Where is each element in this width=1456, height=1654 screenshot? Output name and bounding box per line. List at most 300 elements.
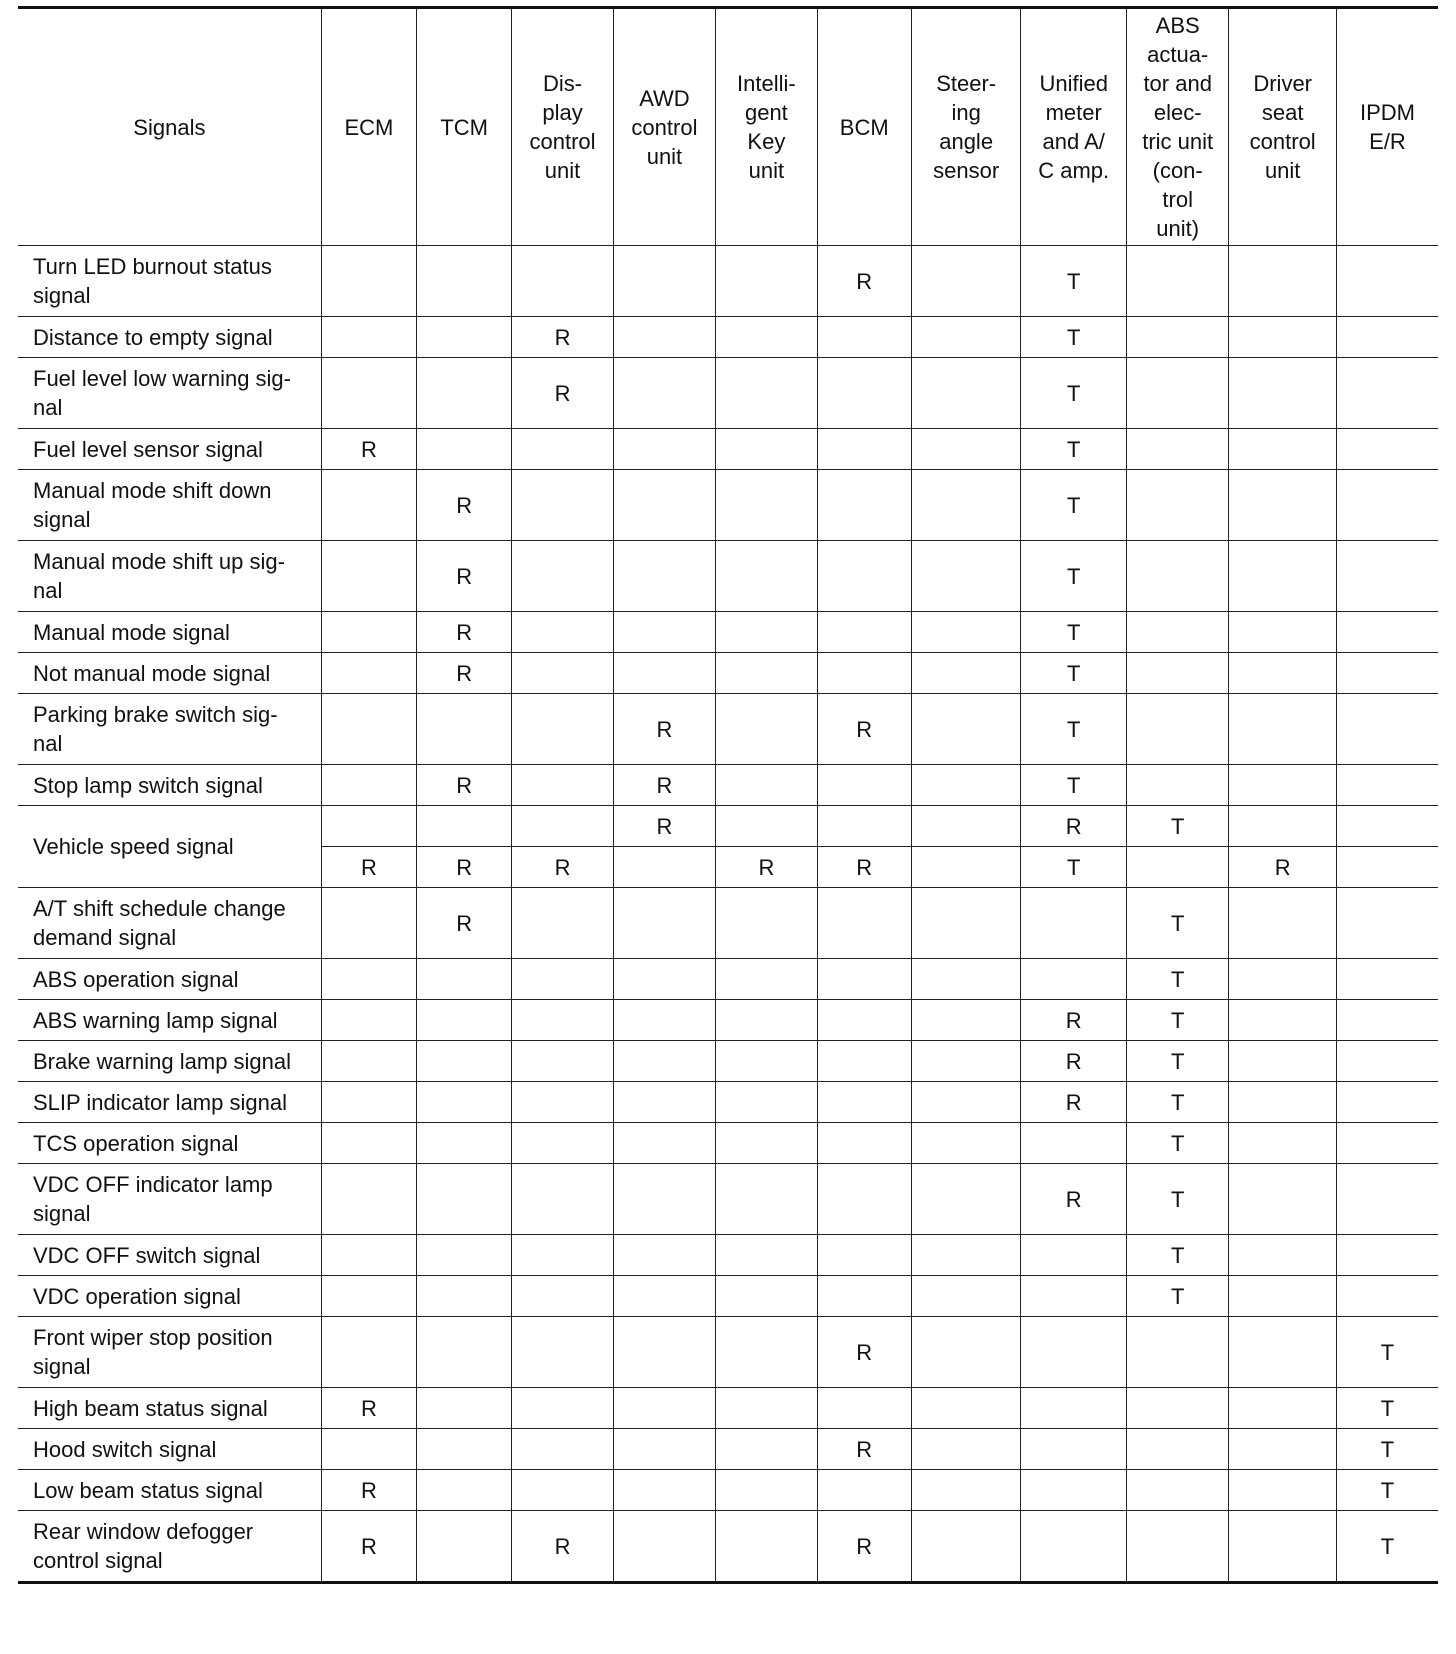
- table-cell: [817, 1041, 911, 1082]
- table-cell: [817, 1000, 911, 1041]
- signal-name: Brake warning lamp signal: [18, 1041, 321, 1082]
- header-ipdm-er: IPDM E/R: [1336, 8, 1438, 246]
- table-cell: [911, 541, 1021, 612]
- table-cell: [911, 959, 1021, 1000]
- table-cell: T: [1126, 888, 1228, 959]
- table-cell: [1021, 1429, 1127, 1470]
- table-row: [18, 959, 1438, 1000]
- table-cell: [1126, 358, 1228, 429]
- table-cell: [1229, 429, 1337, 470]
- table-cell: [321, 317, 416, 358]
- table-cell: [716, 1041, 817, 1082]
- table-cell: [321, 694, 416, 765]
- table-row: [18, 694, 1438, 765]
- table-cell: [417, 694, 512, 765]
- table-cell: [1229, 1470, 1337, 1511]
- table-cell: R: [613, 765, 715, 806]
- table-cell: [911, 1000, 1021, 1041]
- table-cell: [613, 246, 715, 317]
- table-cell: [817, 1123, 911, 1164]
- table-cell: [1021, 959, 1127, 1000]
- table-cell: [817, 888, 911, 959]
- table-cell: [1126, 317, 1228, 358]
- header-ecm: ECM: [321, 8, 416, 246]
- table-cell: [817, 806, 911, 847]
- table-cell: [512, 1317, 613, 1388]
- table-cell: [1126, 1388, 1228, 1429]
- table-cell: [1229, 1123, 1337, 1164]
- signal-name: Front wiper stop position signal: [18, 1317, 321, 1388]
- table-cell: R: [321, 1470, 416, 1511]
- table-cell: [1336, 358, 1438, 429]
- table-cell: [716, 1123, 817, 1164]
- table-cell: [1021, 1123, 1127, 1164]
- table-cell: [1229, 765, 1337, 806]
- table-cell: R: [512, 317, 613, 358]
- header-row: [18, 8, 1438, 246]
- table-cell: [613, 541, 715, 612]
- table-cell: [1126, 653, 1228, 694]
- table-cell: R: [512, 847, 613, 888]
- table-cell: [512, 1000, 613, 1041]
- table-cell: [321, 888, 416, 959]
- table-cell: [512, 653, 613, 694]
- table-row: [18, 1429, 1438, 1470]
- table-cell: [417, 959, 512, 1000]
- table-cell: [613, 1511, 715, 1583]
- table-cell: [1336, 888, 1438, 959]
- table-cell: [417, 1041, 512, 1082]
- table-cell: [716, 1511, 817, 1583]
- table-cell: [817, 1388, 911, 1429]
- signal-name: VDC OFF indicator lamp signal: [18, 1164, 321, 1235]
- table-cell: [1336, 765, 1438, 806]
- table-cell: [1229, 1235, 1337, 1276]
- table-cell: [321, 541, 416, 612]
- table-cell: [1229, 1317, 1337, 1388]
- table-cell: [1229, 1000, 1337, 1041]
- table-cell: T: [1336, 1429, 1438, 1470]
- table-row: [18, 1164, 1438, 1235]
- table-cell: [1126, 847, 1228, 888]
- can-signal-table: [18, 6, 1438, 1584]
- table-cell: R: [817, 694, 911, 765]
- table-row: [18, 1317, 1438, 1388]
- table-cell: [321, 246, 416, 317]
- table-cell: [911, 246, 1021, 317]
- table-cell: T: [1021, 246, 1127, 317]
- table-cell: [1126, 246, 1228, 317]
- table-cell: [716, 806, 817, 847]
- header-bcm: BCM: [817, 8, 911, 246]
- signal-name: Manual mode shift down signal: [18, 470, 321, 541]
- signal-name: A/T shift schedule change demand signal: [18, 888, 321, 959]
- table-cell: [512, 1164, 613, 1235]
- table-cell: [512, 541, 613, 612]
- table-cell: T: [1021, 470, 1127, 541]
- table-cell: [1021, 1276, 1127, 1317]
- signal-name: Fuel level low warning sig- nal: [18, 358, 321, 429]
- table-cell: [911, 429, 1021, 470]
- table-cell: [613, 959, 715, 1000]
- table-cell: [1336, 959, 1438, 1000]
- signal-name: Fuel level sensor signal: [18, 429, 321, 470]
- table-cell: T: [1126, 1164, 1228, 1235]
- table-cell: [1126, 1317, 1228, 1388]
- table-cell: [417, 246, 512, 317]
- table-cell: [911, 847, 1021, 888]
- table-row: [18, 1511, 1438, 1583]
- table-cell: [716, 765, 817, 806]
- header-signals: Signals: [18, 8, 321, 246]
- table-cell: [613, 1235, 715, 1276]
- table-cell: [911, 1388, 1021, 1429]
- table-cell: [1229, 470, 1337, 541]
- table-cell: [613, 429, 715, 470]
- table-cell: [321, 1041, 416, 1082]
- table-cell: [512, 765, 613, 806]
- table-cell: [321, 470, 416, 541]
- table-cell: [613, 612, 715, 653]
- header-unified-meter: Unified meter and A/ C amp.: [1021, 8, 1127, 246]
- table-cell: [716, 888, 817, 959]
- table-cell: T: [1336, 1388, 1438, 1429]
- table-cell: [1336, 1123, 1438, 1164]
- table-cell: [817, 612, 911, 653]
- table-cell: [1336, 246, 1438, 317]
- signal-name: VDC operation signal: [18, 1276, 321, 1317]
- table-cell: [613, 1388, 715, 1429]
- table-row: [18, 765, 1438, 806]
- table-cell: [613, 888, 715, 959]
- table-cell: T: [1126, 806, 1228, 847]
- table-cell: [716, 1164, 817, 1235]
- table-cell: [911, 358, 1021, 429]
- table-row: [18, 541, 1438, 612]
- table-cell: [512, 806, 613, 847]
- table-cell: R: [1021, 1000, 1127, 1041]
- table-cell: T: [1021, 694, 1127, 765]
- table-cell: [1021, 1470, 1127, 1511]
- table-cell: [716, 1276, 817, 1317]
- signal-name: Not manual mode signal: [18, 653, 321, 694]
- table-row: [18, 1235, 1438, 1276]
- table-cell: [1229, 1276, 1337, 1317]
- table-cell: R: [817, 1317, 911, 1388]
- table-cell: [1336, 1041, 1438, 1082]
- table-cell: [417, 358, 512, 429]
- table-cell: [1336, 694, 1438, 765]
- table-cell: T: [1336, 1470, 1438, 1511]
- table-cell: [1336, 1164, 1438, 1235]
- table-cell: [613, 1082, 715, 1123]
- table-cell: R: [1229, 847, 1337, 888]
- table-cell: [1336, 429, 1438, 470]
- table-cell: [716, 1317, 817, 1388]
- table-cell: [911, 806, 1021, 847]
- table-cell: [613, 317, 715, 358]
- signal-name: Hood switch signal: [18, 1429, 321, 1470]
- table-cell: [1229, 1511, 1337, 1583]
- table-cell: [716, 653, 817, 694]
- table-cell: [417, 429, 512, 470]
- table-cell: R: [512, 1511, 613, 1583]
- table-cell: [417, 1429, 512, 1470]
- table-cell: [716, 429, 817, 470]
- table-cell: R: [817, 1429, 911, 1470]
- table-cell: [417, 1388, 512, 1429]
- signal-name: Turn LED burnout status signal: [18, 246, 321, 317]
- table-cell: [1229, 653, 1337, 694]
- table-cell: [911, 1470, 1021, 1511]
- table-cell: [613, 1429, 715, 1470]
- table-cell: [321, 1429, 416, 1470]
- table-cell: [716, 1235, 817, 1276]
- table-cell: [716, 612, 817, 653]
- table-cell: [911, 1511, 1021, 1583]
- table-row: [18, 358, 1438, 429]
- table-cell: [321, 1082, 416, 1123]
- table-cell: [716, 959, 817, 1000]
- table-row: [18, 653, 1438, 694]
- table-cell: [1229, 246, 1337, 317]
- table-cell: [1336, 1082, 1438, 1123]
- table-cell: [817, 470, 911, 541]
- header-driver-seat-control-unit: Driver seat control unit: [1229, 8, 1337, 246]
- header-awd-control-unit: AWD control unit: [613, 8, 715, 246]
- table-cell: [512, 1082, 613, 1123]
- signal-name: ABS operation signal: [18, 959, 321, 1000]
- table-cell: R: [417, 612, 512, 653]
- table-cell: R: [817, 1511, 911, 1583]
- table-cell: [321, 765, 416, 806]
- header-steering-angle-sensor: Steer- ing angle sensor: [911, 8, 1021, 246]
- table-cell: [613, 847, 715, 888]
- table-cell: [417, 317, 512, 358]
- table-cell: [613, 653, 715, 694]
- table-row: [18, 888, 1438, 959]
- table-cell: R: [613, 806, 715, 847]
- table-cell: T: [1021, 847, 1127, 888]
- table-cell: [512, 1429, 613, 1470]
- table-cell: [817, 1082, 911, 1123]
- table-cell: T: [1021, 653, 1127, 694]
- table-cell: [1126, 765, 1228, 806]
- signal-name: Manual mode shift up sig- nal: [18, 541, 321, 612]
- table-cell: [613, 1123, 715, 1164]
- signal-name: High beam status signal: [18, 1388, 321, 1429]
- table-cell: [1336, 1235, 1438, 1276]
- table-cell: T: [1021, 612, 1127, 653]
- signal-name: SLIP indicator lamp signal: [18, 1082, 321, 1123]
- table-cell: R: [417, 765, 512, 806]
- table-cell: [1126, 541, 1228, 612]
- table-cell: [1336, 653, 1438, 694]
- signal-name: TCS operation signal: [18, 1123, 321, 1164]
- table-cell: [512, 888, 613, 959]
- table-cell: [321, 358, 416, 429]
- table-cell: [321, 1276, 416, 1317]
- table-row: [18, 1123, 1438, 1164]
- table-cell: [512, 612, 613, 653]
- table-cell: [1126, 1470, 1228, 1511]
- table-cell: [911, 470, 1021, 541]
- table-cell: [1336, 806, 1438, 847]
- header-tcm: TCM: [417, 8, 512, 246]
- table-cell: [417, 1000, 512, 1041]
- table-cell: [1021, 1235, 1127, 1276]
- table-row: [18, 612, 1438, 653]
- table-cell: R: [512, 358, 613, 429]
- table-cell: [512, 1470, 613, 1511]
- table-cell: R: [417, 541, 512, 612]
- table-cell: [911, 317, 1021, 358]
- table-cell: [1229, 888, 1337, 959]
- table-cell: [716, 470, 817, 541]
- table-cell: T: [1126, 1041, 1228, 1082]
- table-cell: [911, 653, 1021, 694]
- table-cell: T: [1336, 1317, 1438, 1388]
- table-cell: [512, 470, 613, 541]
- page: [18, 6, 1438, 1584]
- table-cell: [817, 959, 911, 1000]
- table-cell: T: [1336, 1511, 1438, 1583]
- table-cell: [321, 1123, 416, 1164]
- table-cell: [716, 317, 817, 358]
- header-intelligent-key-unit: Intelli- gent Key unit: [716, 8, 817, 246]
- table-cell: [417, 1511, 512, 1583]
- table-cell: [1229, 358, 1337, 429]
- table-cell: [613, 1317, 715, 1388]
- table-cell: R: [321, 1511, 416, 1583]
- table-cell: [613, 470, 715, 541]
- table-cell: R: [1021, 806, 1127, 847]
- table-cell: [716, 246, 817, 317]
- table-cell: [1229, 1164, 1337, 1235]
- table-cell: R: [321, 429, 416, 470]
- signal-name: Stop lamp switch signal: [18, 765, 321, 806]
- table-cell: [417, 1164, 512, 1235]
- table-cell: [613, 1041, 715, 1082]
- table-cell: [1336, 847, 1438, 888]
- table-cell: R: [417, 653, 512, 694]
- table-cell: [321, 1317, 416, 1388]
- table-cell: R: [613, 694, 715, 765]
- table-cell: R: [817, 246, 911, 317]
- table-cell: [817, 765, 911, 806]
- table-cell: [911, 1123, 1021, 1164]
- table-cell: T: [1021, 429, 1127, 470]
- table-row: [18, 470, 1438, 541]
- table-cell: R: [321, 1388, 416, 1429]
- table-cell: [817, 1276, 911, 1317]
- table-cell: [911, 1317, 1021, 1388]
- table-cell: [817, 653, 911, 694]
- signal-name: Low beam status signal: [18, 1470, 321, 1511]
- table-cell: [911, 1429, 1021, 1470]
- table-cell: [1336, 541, 1438, 612]
- table-cell: [911, 765, 1021, 806]
- table-cell: [321, 1235, 416, 1276]
- table-cell: [817, 541, 911, 612]
- table-row: [18, 806, 1438, 847]
- signal-name: Parking brake switch sig- nal: [18, 694, 321, 765]
- table-cell: [911, 1082, 1021, 1123]
- table-cell: [417, 1082, 512, 1123]
- table-row: [18, 1470, 1438, 1511]
- table-cell: T: [1126, 1276, 1228, 1317]
- table-cell: [716, 1000, 817, 1041]
- table-cell: [321, 1164, 416, 1235]
- table-cell: [1021, 1511, 1127, 1583]
- table-cell: [613, 1000, 715, 1041]
- table-cell: [321, 959, 416, 1000]
- table-row: [18, 1082, 1438, 1123]
- table-cell: R: [321, 847, 416, 888]
- table-cell: [1229, 1082, 1337, 1123]
- table-row: [18, 246, 1438, 317]
- table-cell: [1229, 1041, 1337, 1082]
- table-cell: [1229, 612, 1337, 653]
- table-cell: T: [1126, 1123, 1228, 1164]
- table-cell: [911, 694, 1021, 765]
- table-cell: [417, 1235, 512, 1276]
- table-cell: [1126, 612, 1228, 653]
- table-cell: [512, 694, 613, 765]
- header-abs-actuator: ABS actua- tor and elec- tric unit (con- trol unit): [1126, 8, 1228, 246]
- table-cell: R: [417, 888, 512, 959]
- table-cell: [1021, 888, 1127, 959]
- header-display-control-unit: Dis- play control unit: [512, 8, 613, 246]
- table-cell: [1229, 541, 1337, 612]
- table-cell: [817, 358, 911, 429]
- table-cell: [417, 1276, 512, 1317]
- table-cell: [613, 1164, 715, 1235]
- signal-name: Distance to empty signal: [18, 317, 321, 358]
- table-cell: [417, 1123, 512, 1164]
- table-cell: [512, 246, 613, 317]
- table-cell: [512, 1123, 613, 1164]
- table-cell: [716, 1082, 817, 1123]
- table-cell: [512, 1388, 613, 1429]
- table-cell: [1126, 1429, 1228, 1470]
- table-cell: R: [817, 847, 911, 888]
- table-cell: [321, 806, 416, 847]
- table-cell: [716, 541, 817, 612]
- table-cell: [1336, 317, 1438, 358]
- table-cell: T: [1021, 358, 1127, 429]
- table-cell: R: [417, 470, 512, 541]
- table-cell: [1126, 470, 1228, 541]
- table-cell: [321, 653, 416, 694]
- table-cell: R: [716, 847, 817, 888]
- table-cell: [716, 1429, 817, 1470]
- table-cell: [1126, 1511, 1228, 1583]
- table-cell: R: [417, 847, 512, 888]
- table-cell: [512, 1276, 613, 1317]
- table-cell: [817, 1470, 911, 1511]
- table-row: [18, 1041, 1438, 1082]
- table-cell: [911, 1235, 1021, 1276]
- table-cell: T: [1126, 1000, 1228, 1041]
- table-row: [18, 1388, 1438, 1429]
- table-cell: R: [1021, 1164, 1127, 1235]
- table-cell: [817, 429, 911, 470]
- table-cell: T: [1126, 1082, 1228, 1123]
- table-cell: [1336, 612, 1438, 653]
- table-cell: [417, 1470, 512, 1511]
- table-cell: [911, 1276, 1021, 1317]
